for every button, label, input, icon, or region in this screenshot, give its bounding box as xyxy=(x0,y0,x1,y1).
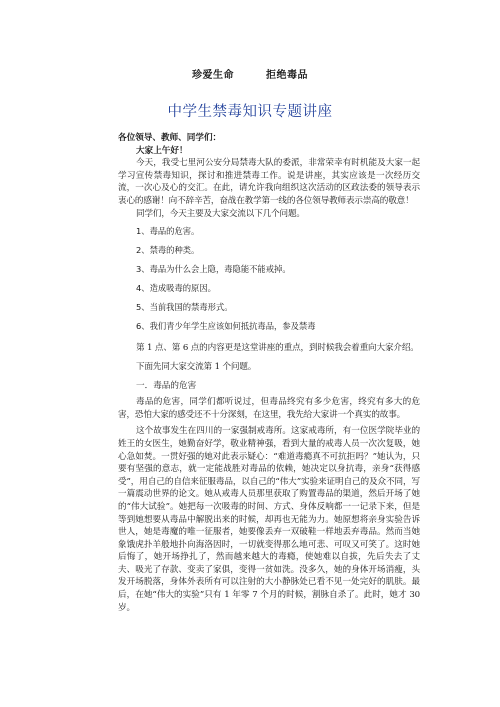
topic-list xyxy=(118,222,420,336)
topic-item: 5、当前我国的禁毒形式。 xyxy=(136,302,233,313)
section-paragraph: 毒品的危害，同学们都听说过，但毒品终究有多少危害，终究有多大的危害，恐怕大家的感受还不十分深刻，在这里，我先给大家讲一个真实的故事。 xyxy=(118,397,420,420)
slogan-header xyxy=(0,66,500,81)
page-title: 中学生禁毒知识专题讲座 xyxy=(167,104,333,120)
topic-item: 2、禁毒的种类。 xyxy=(136,245,200,256)
greeting-audience: 各位领导、教师、同学们： xyxy=(118,133,222,143)
slogan-right: 拒绝毒品 xyxy=(265,70,308,81)
greeting-morning: 大家上午好！ xyxy=(136,145,188,156)
topic-item: 6、我们青少年学生应该如何抵抗毒品，参及禁毒 xyxy=(136,321,316,332)
topic-item: 1、毒品的危害。 xyxy=(136,226,200,237)
section-heading: 一．毒品的危害 xyxy=(136,381,197,392)
intro-topics-lead: 同学们，今天主要及大家交流以下几个问题。 xyxy=(136,208,305,219)
document-body xyxy=(118,132,420,614)
story-paragraph: 这个故事发生在四川的一家强制戒毒所。这家戒毒所，有一位医学院毕业的姓王的女医生，她勤奋好学，敬业精神强，看到大量的戒毒人员一次次复吸，她心急如焚。一贯好强的她对此表示疑心：“难道毒瘾真不可抗拒吗？”她认为，只要有坚强的意志，就一定能战胜对毒品的依赖，她决定以身抗毒，亲身“获得感受”，用自己的自信来征服毒品，以自己的“伟大”实验来证明自己的及众不同，写一篇震动世界的论文。她从戒毒人员那里获取了购置毒品的渠道，然后开场了她的“伟大试验”。她把每一次吸毒的时间、方式、身体反响都一一记录下来，但是等到她想要从毒品中解脱出来的时候，却再也无能为力。她原想将亲身实验告诉世人，她是毒魔的唯一征服者，她要像丢弃一双破鞋一样地丢弃毒品。然而当她象饿虎扑羊般地扑向海洛因时，一切就变得那么地可悲、可叹又可笑了。这时她后悔了，她开场挣扎了，然而越来越大的毒瘾，使她难以自拔，先后失去了丈夫、吸光了存款、变卖了家俱，变得一贫如洗。没多久，她的身体开场消瘦，头发开场脱落，身体外表所有可以注射的大小静脉处已看不见一处完好的肌肤。最后，在她“伟大的实验”只有 1 年零 7 个月的时候，割脉自杀了。此时，她才 30 岁。 xyxy=(118,426,420,613)
slogan-left: 珍爱生命 xyxy=(192,70,234,81)
intro-paragraph: 今天，我受七里河公安分局禁毒大队的委派，非常荣幸有时机能及大家一起学习宣传禁毒知识，探讨和推进禁毒工作。说是讲座，其实应该是一次经历交流，一次心及心的交汇。在此，请允许我向组织这次活动的区政法委的领导表示衷心的感谢！向不辞辛苦，奋战在教学第一线的各位领导教师表示崇高的敬意！ xyxy=(118,158,420,206)
topic-item: 3、毒品为什么会上隐，毒隐能不能戒掉。 xyxy=(136,264,291,275)
focus-note: 第 1 点、第 6 点的内容更是这堂讲座的重点，到时候我会着重向大家介绍。 xyxy=(136,343,419,354)
transition-note: 下面先同大家交流第 1 个问题。 xyxy=(136,362,257,373)
topic-item: 4、造成吸毒的原因。 xyxy=(136,283,216,294)
